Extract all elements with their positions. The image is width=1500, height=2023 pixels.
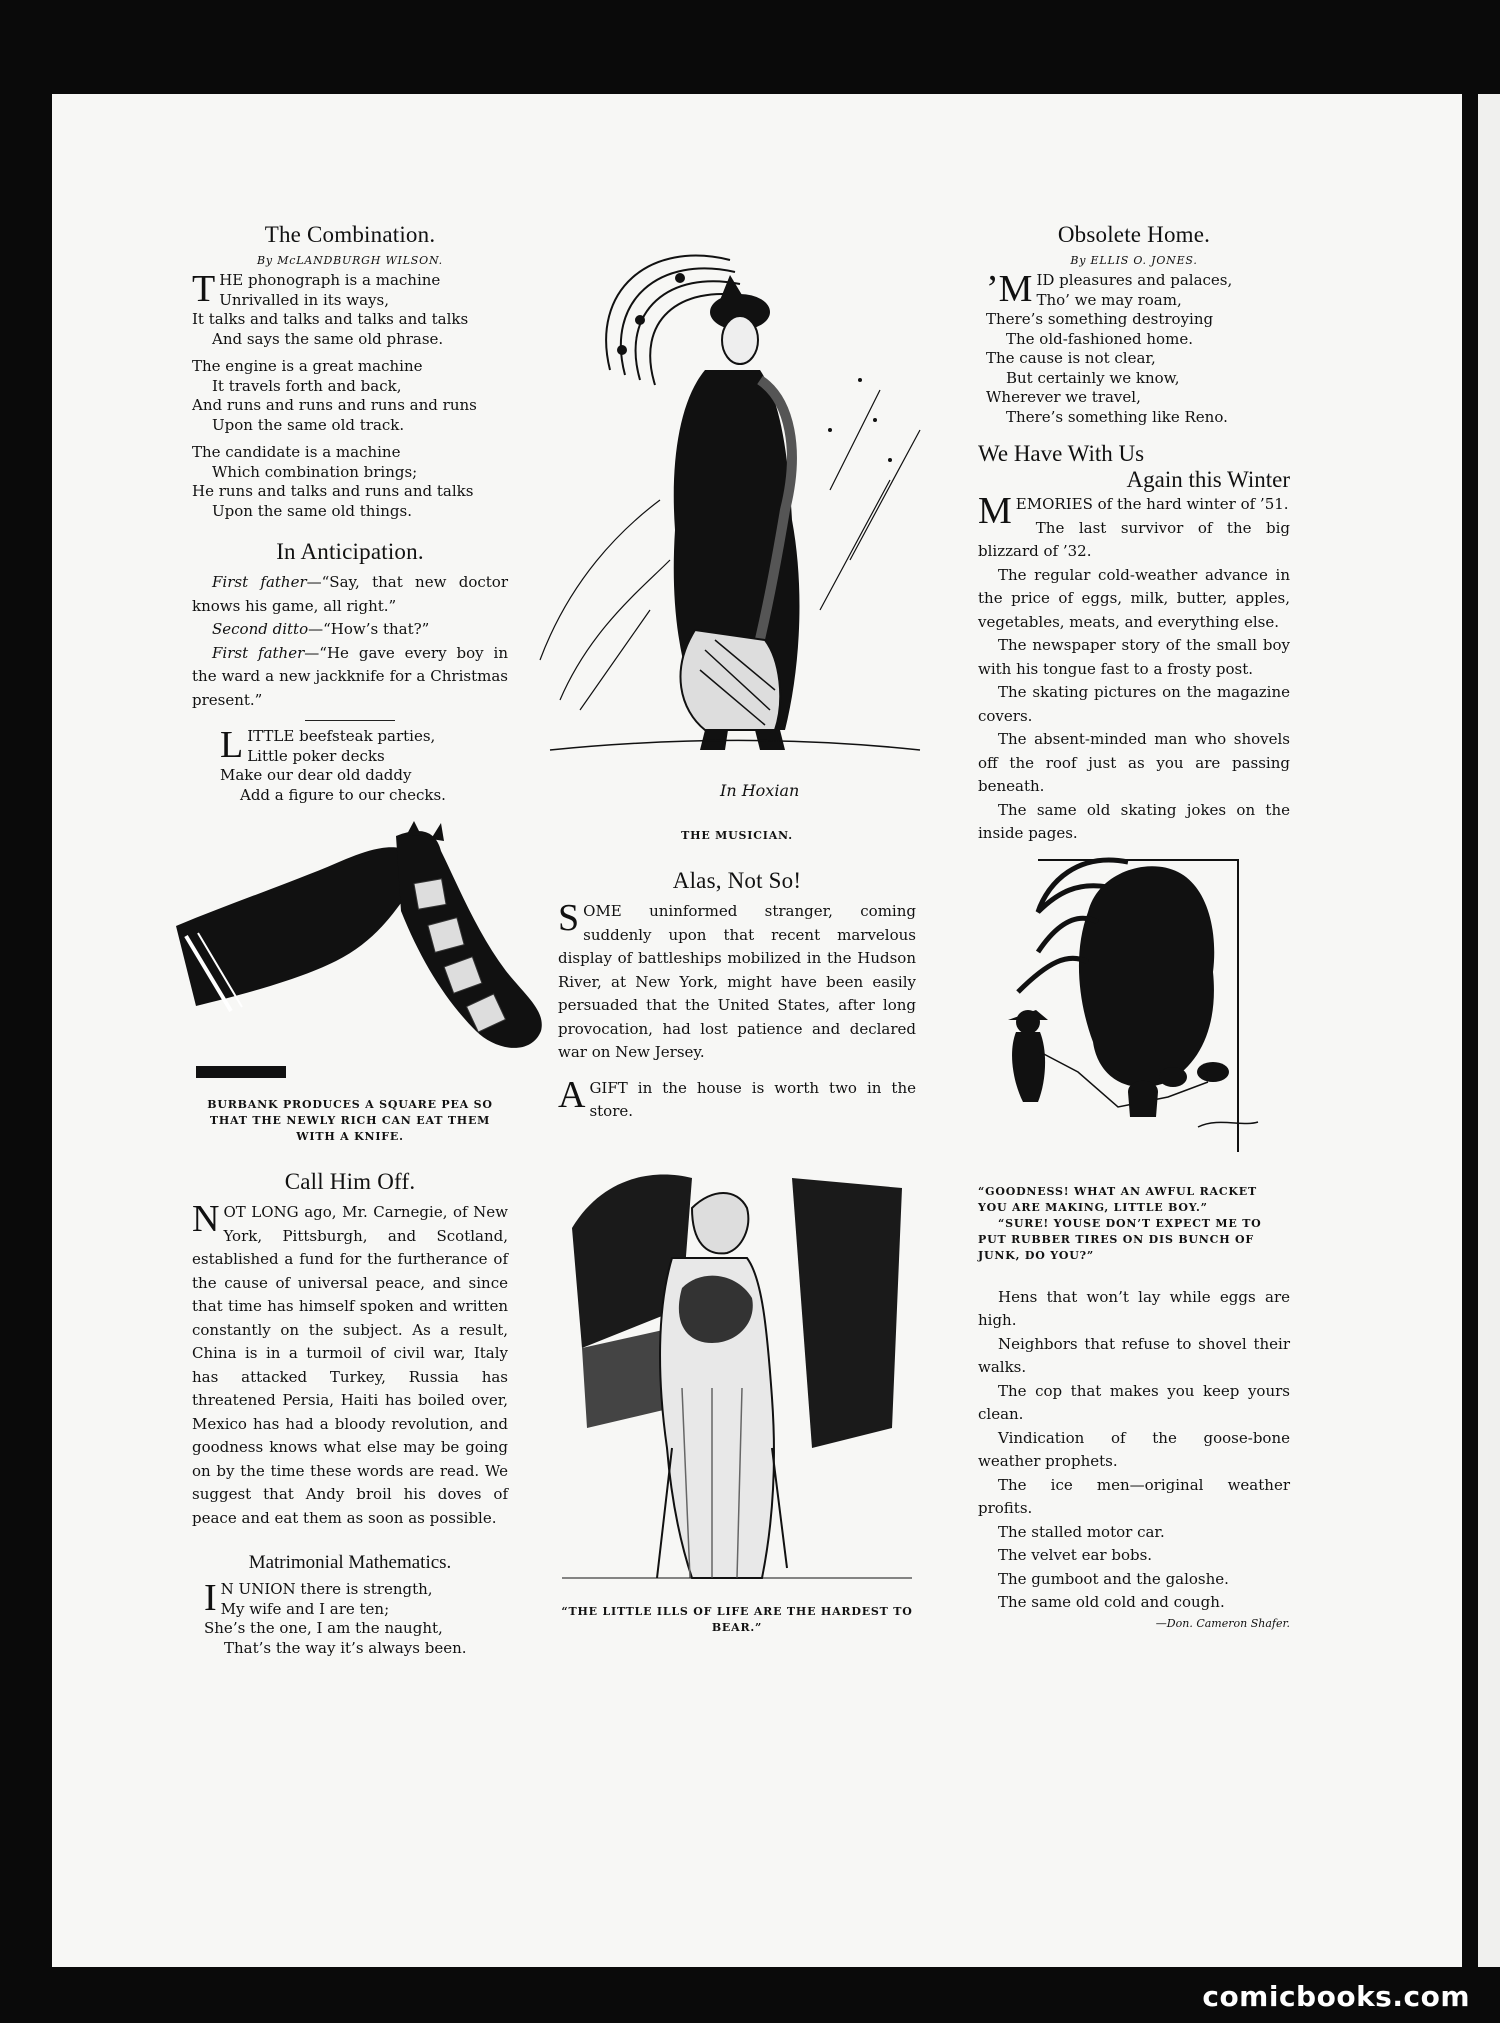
poem-line: The old-fashioned home.	[1006, 329, 1193, 348]
dialogue: —“Say, that new doctor knows his game, all right.”	[192, 573, 508, 615]
alas-text	[558, 897, 916, 1065]
list-item: The velvet ear bobs.	[998, 1546, 1153, 1564]
speaker: Second ditto	[212, 620, 309, 638]
dropcap: ’M	[986, 268, 1033, 310]
anticipation-text	[192, 571, 508, 712]
poem-line: N UNION there is strength,	[220, 1580, 433, 1598]
alas-title: Alas, Not So!	[672, 868, 802, 893]
site-watermark: comicbooks.com	[1202, 1980, 1470, 2013]
list-item: The same old cold and cough.	[998, 1593, 1225, 1611]
poem-line: Upon the same old track.	[212, 415, 405, 434]
list-item: The cop that makes you keep yours clean.	[978, 1381, 1290, 1423]
little-ills-caption: “THE LITTLE ILLS OF LIFE ARE THE HARDEST TO BEAR.”	[561, 1604, 913, 1634]
dialogue: —“He gave every boy in the ward a new jackknife for a Christmas present.”	[192, 643, 508, 709]
list-item: The newspaper story of the small boy with his tongue fast to a frosty post.	[978, 636, 1290, 678]
paragraph: OME uninformed stranger, coming suddenly upon that recent marvelous display of battleships mobilized in the Hudson River, at New York, might have been easily persuaded that the United States, after long provocation, had lost patience and declared war on New Jersey.	[558, 902, 916, 1061]
poem-line: Which combination brings;	[212, 462, 418, 481]
dialogue: —“How’s that?”	[308, 620, 430, 638]
winter-list	[978, 490, 1290, 846]
divider	[305, 720, 395, 721]
poem-line: Unrivalled in its ways,	[219, 290, 389, 309]
gift-text	[558, 1073, 916, 1124]
obsolete-title: Obsolete Home.	[1057, 222, 1211, 247]
poem-line: HE phonograph is a machine	[219, 271, 441, 289]
matrimonial-poem	[192, 1577, 508, 1658]
combination-title: The Combination.	[264, 222, 436, 247]
list-item: The same old skating jokes on the inside pages.	[978, 800, 1290, 842]
poem-line: There’s something like Reno.	[1006, 407, 1228, 426]
next-page-edge	[1478, 94, 1500, 1967]
winter-title-line2: Again this Winter	[1126, 467, 1290, 492]
dropcap: T	[192, 268, 216, 310]
poem-line: ITTLE beefsteak parties,	[247, 727, 436, 745]
poem-line: The cause is not clear,	[986, 349, 1156, 367]
poem-line: Upon the same old things.	[212, 501, 412, 520]
poem-line: And says the same old phrase.	[212, 329, 444, 348]
list-item: The stalled motor car.	[998, 1522, 1165, 1541]
poem-line: That’s the way it’s always been.	[224, 1638, 467, 1657]
dropcap: S	[558, 897, 580, 939]
list-item: The ice men—original weather profits.	[978, 1475, 1290, 1517]
winter-heading	[978, 441, 1290, 493]
column-right	[978, 222, 1290, 1630]
author-signature: —Don. Cameron Shafer.	[1155, 1616, 1290, 1630]
combination-byline: By McLANDBURGH WILSON.	[257, 254, 443, 267]
dropcap: L	[220, 724, 244, 766]
musician-caption: THE MUSICIAN.	[681, 829, 793, 842]
goodness-caption-2: “SURE! YOUSE DON’T EXPECT ME TO PUT RUBBER TIRES ON DIS BUNCH OF JUNK, DO YOU?”	[978, 1216, 1262, 1262]
poem-line: Little poker decks	[247, 746, 385, 765]
column-left	[192, 222, 508, 1658]
list-item: Hens that won’t lay while eggs are high.	[978, 1287, 1290, 1329]
winter-title-line1: We Have With Us	[978, 441, 1145, 466]
poem-line: The candidate is a machine	[192, 443, 401, 461]
goodness-caption-1: “GOODNESS! WHAT AN AWFUL RACKET YOU ARE MAKING, LITTLE BOY.”	[978, 1184, 1257, 1214]
poem-line: It talks and talks and talks and talks	[192, 310, 469, 328]
list-item: The last survivor of the big blizzard of ’32.	[978, 518, 1290, 560]
poem-line: The engine is a great machine	[192, 357, 423, 375]
obsolete-poem	[978, 268, 1290, 427]
list-item: The absent-minded man who shovels off the roof just as you are passing beneath.	[978, 730, 1290, 795]
speaker: First father	[212, 573, 307, 591]
poem-line: And runs and runs and runs and runs	[192, 396, 477, 414]
list-item: The gumboot and the galoshe.	[998, 1569, 1229, 1588]
dropcap: N	[192, 1198, 220, 1240]
poem-line: But certainly we know,	[1006, 368, 1180, 387]
poem-line: It travels forth and back,	[212, 376, 402, 395]
list-item: Neighbors that refuse to shovel their walks.	[978, 1334, 1290, 1376]
poem-line: My wife and I are ten;	[220, 1599, 390, 1618]
little-ills-illustration	[562, 1148, 912, 1598]
matrimonial-title: Matrimonial Mathematics.	[248, 1552, 452, 1573]
combination-poem	[192, 268, 508, 521]
artist-signature: In Hoxian	[720, 781, 800, 800]
dropcap: I	[204, 1577, 217, 1619]
column-center	[558, 250, 916, 1636]
speaker: First father	[212, 643, 305, 662]
poem-line: Make our dear old daddy	[220, 766, 412, 784]
paragraph: OT LONG ago, Mr. Carnegie, of New York, Pittsburgh, and Scotland, established a fund for the furtherance of the cause of universal peace, and since that time has himself spoken and written constantly on the subject. As a result, China is in a turmoil of civil war, Italy has attacked Turkey, Russia has threatened Persia, Haiti has boiled over, Mexico has had a bloody revolution, and goodness knows what else may be going on by the time these words are read. We suggest that Andy broil his doves of peace and eat them as soon as possible.	[192, 1203, 508, 1527]
poem-line: Tho’ we may roam,	[1036, 290, 1182, 309]
list-item: Vindication of the goose-bone weather prophets.	[978, 1428, 1290, 1470]
poem-line: She’s the one, I am the naught,	[204, 1619, 443, 1637]
callhim-text	[192, 1198, 508, 1530]
musician-illustration	[530, 230, 930, 820]
poem-line: There’s something destroying	[986, 310, 1214, 328]
obsolete-byline: By ELLIS O. JONES.	[1070, 254, 1198, 267]
paragraph: GIFT in the house is worth two in the store.	[589, 1078, 916, 1120]
poem-line: Wherever we travel,	[986, 388, 1141, 406]
page-gutter	[1462, 94, 1478, 1967]
poem-line: He runs and talks and runs and talks	[192, 482, 474, 500]
goodness-illustration	[978, 852, 1298, 1182]
dropcap: A	[558, 1073, 586, 1116]
square-pea-illustration	[176, 821, 556, 1093]
dropcap: M	[978, 490, 1012, 532]
square-pea-caption: BURBANK PRODUCES A SQUARE PEA SO THAT THE NEWLY RICH CAN EAT THEM WITH A KNIFE.	[207, 1098, 493, 1143]
winter-list-continued	[978, 1286, 1290, 1615]
list-item: The regular cold-weather advance in the price of eggs, milk, butter, apples, vegetables, meats, and everything else.	[978, 565, 1290, 631]
list-item: The skating pictures on the magazine covers.	[978, 683, 1290, 725]
paragraph: EMORIES of the hard winter of ’51.	[1015, 495, 1289, 513]
poem-line: ID pleasures and palaces,	[1036, 271, 1233, 289]
anticipation-title: In Anticipation.	[276, 539, 424, 564]
callhim-title: Call Him Off.	[284, 1169, 416, 1194]
poem-line: Add a figure to our checks.	[240, 785, 446, 804]
little-poem	[192, 724, 508, 805]
